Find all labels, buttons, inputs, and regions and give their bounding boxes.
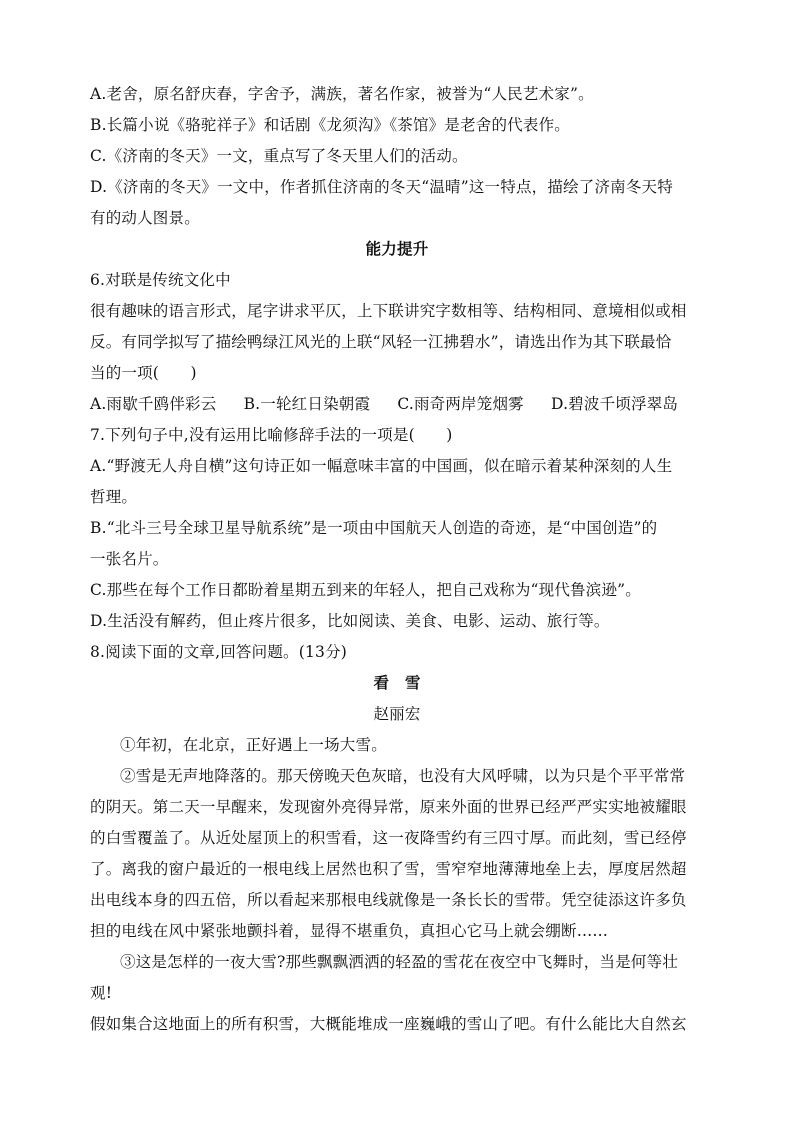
q8-stem: 8.阅读下面的文章,回答问题。(13分)	[90, 643, 348, 661]
q5-option-b: B.长篇小说《骆驼祥子》和话剧《龙须沟》《茶馆》是老舍的代表作。	[90, 116, 570, 134]
q5-option-a: A.老舍，原名舒庆春，字舍予，满族，著名作家，被誉为“人民艺术家”。	[90, 85, 594, 103]
q7-option-b-line2: 一张名片。	[90, 550, 169, 568]
q6-line4: 当的一项( )	[90, 364, 197, 382]
q7-stem: 7.下列句子中,没有运用比喻修辞手法的一项是( )	[90, 426, 453, 444]
article-author: 赵丽宏	[373, 705, 421, 723]
paragraph-3-line2: 观!	[90, 984, 113, 1002]
paragraph-2-line5: 出电线本身的四五倍，所以看起来那根电线就像是一条长长的雪带。凭空徒添这许多负	[90, 891, 687, 909]
q6-line3: 反。有同学拟写了描绘鸭绿江风光的上联“风轻一江拂碧水”，请选出作为其下联最恰	[90, 333, 672, 351]
q6-line2: 很有趣味的语言形式，尾字讲求平仄，上下联讲究字数相等、结构相同、意境相似或相	[90, 302, 687, 320]
paragraph-3-line1: ③这是怎样的一夜大雪?那些飘飘洒洒的轻盈的雪花在夜空中飞舞时，当是何等壮	[120, 953, 679, 971]
paragraph-2-line1: ②雪是无声地降落的。那天傍晚天色灰暗，也没有大风呼啸，以为只是个平平常常	[120, 767, 686, 785]
q6-line1: 6.对联是传统文化中	[90, 271, 231, 289]
q6-option-b: B.一轮红日染朝霞	[243, 395, 371, 413]
paragraph-1: ①年初，在北京，正好遇上一场大雪。	[120, 736, 387, 754]
q7-option-a-line2: 哲理。	[90, 488, 138, 506]
q5-option-d-line1: D.《济南的冬天》一文中，作者抓住济南的冬天“温晴”这一特点，描绘了济南冬天特	[90, 178, 673, 196]
q5-option-d-line2: 有的动人图景。	[90, 209, 200, 227]
paragraph-2-line2: 的阴天。第二天一早醒来，发现窗外亮得异常，原来外面的世界已经严严实实地被耀眼	[90, 798, 687, 816]
q7-option-b-line1: B.“北斗三号全球卫星导航系统”是一项由中国航天人创造的奇迹，是“中国创造”的	[90, 519, 658, 537]
q6-option-c: C.雨奇两岸笼烟雾	[397, 395, 524, 413]
article-title: 看 雪	[373, 673, 421, 692]
q5-option-c: C.《济南的冬天》一文，重点写了冬天里人们的活动。	[90, 147, 468, 165]
q6-option-d: D.碧波千顷浮翠岛	[551, 395, 679, 413]
q7-option-c: C.那些在每个工作日都盼着星期五到来的年轻人，把自己戏称为“现代鲁滨逊”。	[90, 581, 641, 599]
q7-option-d: D.生活没有解药，但止疼片很多，比如阅读、美食、电影、运动、旅行等。	[90, 612, 610, 630]
q7-option-a-line1: A.“野渡无人舟自横”这句诗正如一幅意味丰富的中国画，似在暗示着某种深刻的人生	[90, 457, 673, 475]
q6-option-a: A.雨歇千鸥伴彩云	[90, 395, 217, 413]
q6-options	[90, 394, 710, 414]
paragraph-2-line6: 担的电线在风中紧张地颤抖着，显得不堪重负，真担心它马上就会绷断……	[90, 922, 609, 940]
section-title: 能力提升	[365, 239, 429, 258]
paragraph-2-line4: 了。离我的窗户最近的一根电线上居然也积了雪，雪窄窄地薄薄地垒上去，厚度居然超	[90, 860, 687, 878]
paragraph-4-line1: 假如集合这地面上的所有积雪，大概能堆成一座巍峨的雪山了吧。有什么能比大自然玄	[90, 1015, 687, 1033]
paragraph-2-line3: 的白雪覆盖了。从近处屋顶上的积雪看，这一夜降雪约有三四寸厚。而此刻，雪已经停	[90, 829, 687, 847]
